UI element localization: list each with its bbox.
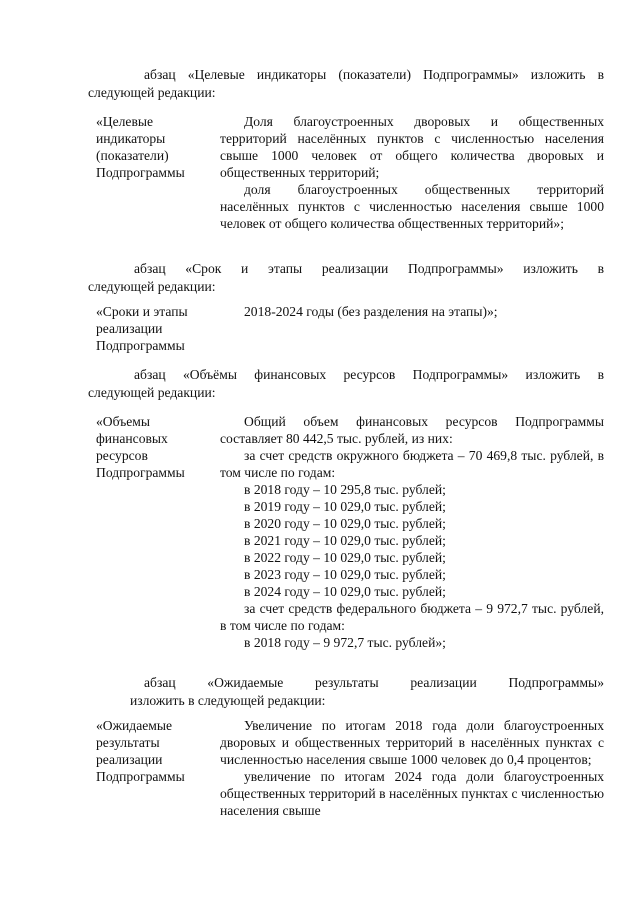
label-line: «Объемы <box>96 414 150 429</box>
content-paragraph: 2018-2024 годы (без разделения на этапы)»; <box>244 304 498 319</box>
block-content <box>220 717 604 819</box>
year-line: в 2020 году – 10 029,0 тыс. рублей; <box>244 516 446 531</box>
label-line: «Сроки и этапы <box>96 304 188 319</box>
block-content <box>220 113 604 232</box>
year-line: в 2019 году – 10 029,0 тыс. рублей; <box>244 499 446 514</box>
content-paragraph: доля благоустроенных общественных территорий населённых пунктов с численностью населения свыше 1000 человек от общего количества общественных территорий»; <box>220 182 604 231</box>
label-line: результаты <box>96 735 160 750</box>
expected-results-block <box>96 717 604 819</box>
intro-line: абзац «Срок и этапы реализации Подпрограммы» изложить в <box>134 261 604 276</box>
label-line: «Ожидаемые <box>96 718 173 733</box>
label-line: Подпрограммы <box>96 165 185 180</box>
label-line: индикаторы <box>96 131 166 146</box>
intro-paragraph-2 <box>88 260 604 296</box>
year-line: в 2018 году – 9 972,7 тыс. рублей»; <box>244 635 446 650</box>
content-paragraph: Общий объем финансовых ресурсов Подпрограммы составляет 80 442,5 тыс. рублей, из них: <box>220 414 604 446</box>
label-line: реализации <box>96 321 163 336</box>
block-content <box>220 413 604 651</box>
year-line: в 2022 году – 10 029,0 тыс. рублей; <box>244 550 446 565</box>
label-line: ресурсов <box>96 448 148 463</box>
year-line: в 2018 году – 10 295,8 тыс. рублей; <box>244 482 446 497</box>
intro-paragraph-3 <box>88 366 604 402</box>
label-line: «Целевые <box>96 114 154 129</box>
label-line: финансовых <box>96 431 168 446</box>
block-label <box>96 413 220 651</box>
label-line: (показатели) <box>96 148 169 163</box>
terms-block <box>96 303 604 354</box>
label-line: Подпрограммы <box>96 338 185 353</box>
intro-line: абзац «Ожидаемые результаты реализации Подпрограммы» <box>144 675 604 690</box>
label-line: Подпрограммы <box>96 769 185 784</box>
financial-resources-block <box>96 413 604 651</box>
label-line: реализации <box>96 752 163 767</box>
intro-line: изложить в следующей редакции: <box>130 693 326 708</box>
block-label <box>96 303 220 354</box>
intro-line: следующей редакции: <box>88 279 216 294</box>
year-line: в 2024 году – 10 029,0 тыс. рублей; <box>244 584 446 599</box>
content-paragraph: Увеличение по итогам 2018 года доли благоустроенных дворовых и общественных территорий в населённых пунктах с численностью населения свыше 1000 человек до 0,4 процентов; <box>220 718 604 767</box>
content-paragraph: Доля благоустроенных дворовых и общественных территорий населённых пунктов с численностью населения свыше 1000 человек от общего количества дворовых и общественных территорий; <box>220 114 604 180</box>
intro-line: абзац «Объёмы финансовых ресурсов Подпрограммы» изложить в <box>134 367 604 382</box>
intro-paragraph-1 <box>88 66 604 102</box>
year-line: в 2021 году – 10 029,0 тыс. рублей; <box>244 533 446 548</box>
intro-line: следующей редакции: <box>88 85 216 100</box>
content-paragraph: за счет средств федерального бюджета – 9 972,7 тыс. рублей, в том числе по годам: <box>220 601 604 633</box>
intro-line: абзац «Целевые индикаторы (показатели) Подпрограммы» изложить в <box>144 67 604 82</box>
block-label <box>96 113 220 232</box>
target-indicators-block <box>96 113 604 232</box>
year-line: в 2023 году – 10 029,0 тыс. рублей; <box>244 567 446 582</box>
intro-paragraph-4 <box>118 674 604 710</box>
content-paragraph: увеличение по итогам 2024 года доли благоустроенных общественных территорий в населённых пунктах с численностью населения свыше <box>220 769 604 818</box>
content-paragraph: за счет средств окружного бюджета – 70 469,8 тыс. рублей, в том числе по годам: <box>220 448 604 480</box>
block-label <box>96 717 220 819</box>
intro-line: следующей редакции: <box>88 385 216 400</box>
block-content <box>220 303 604 354</box>
label-line: Подпрограммы <box>96 465 185 480</box>
